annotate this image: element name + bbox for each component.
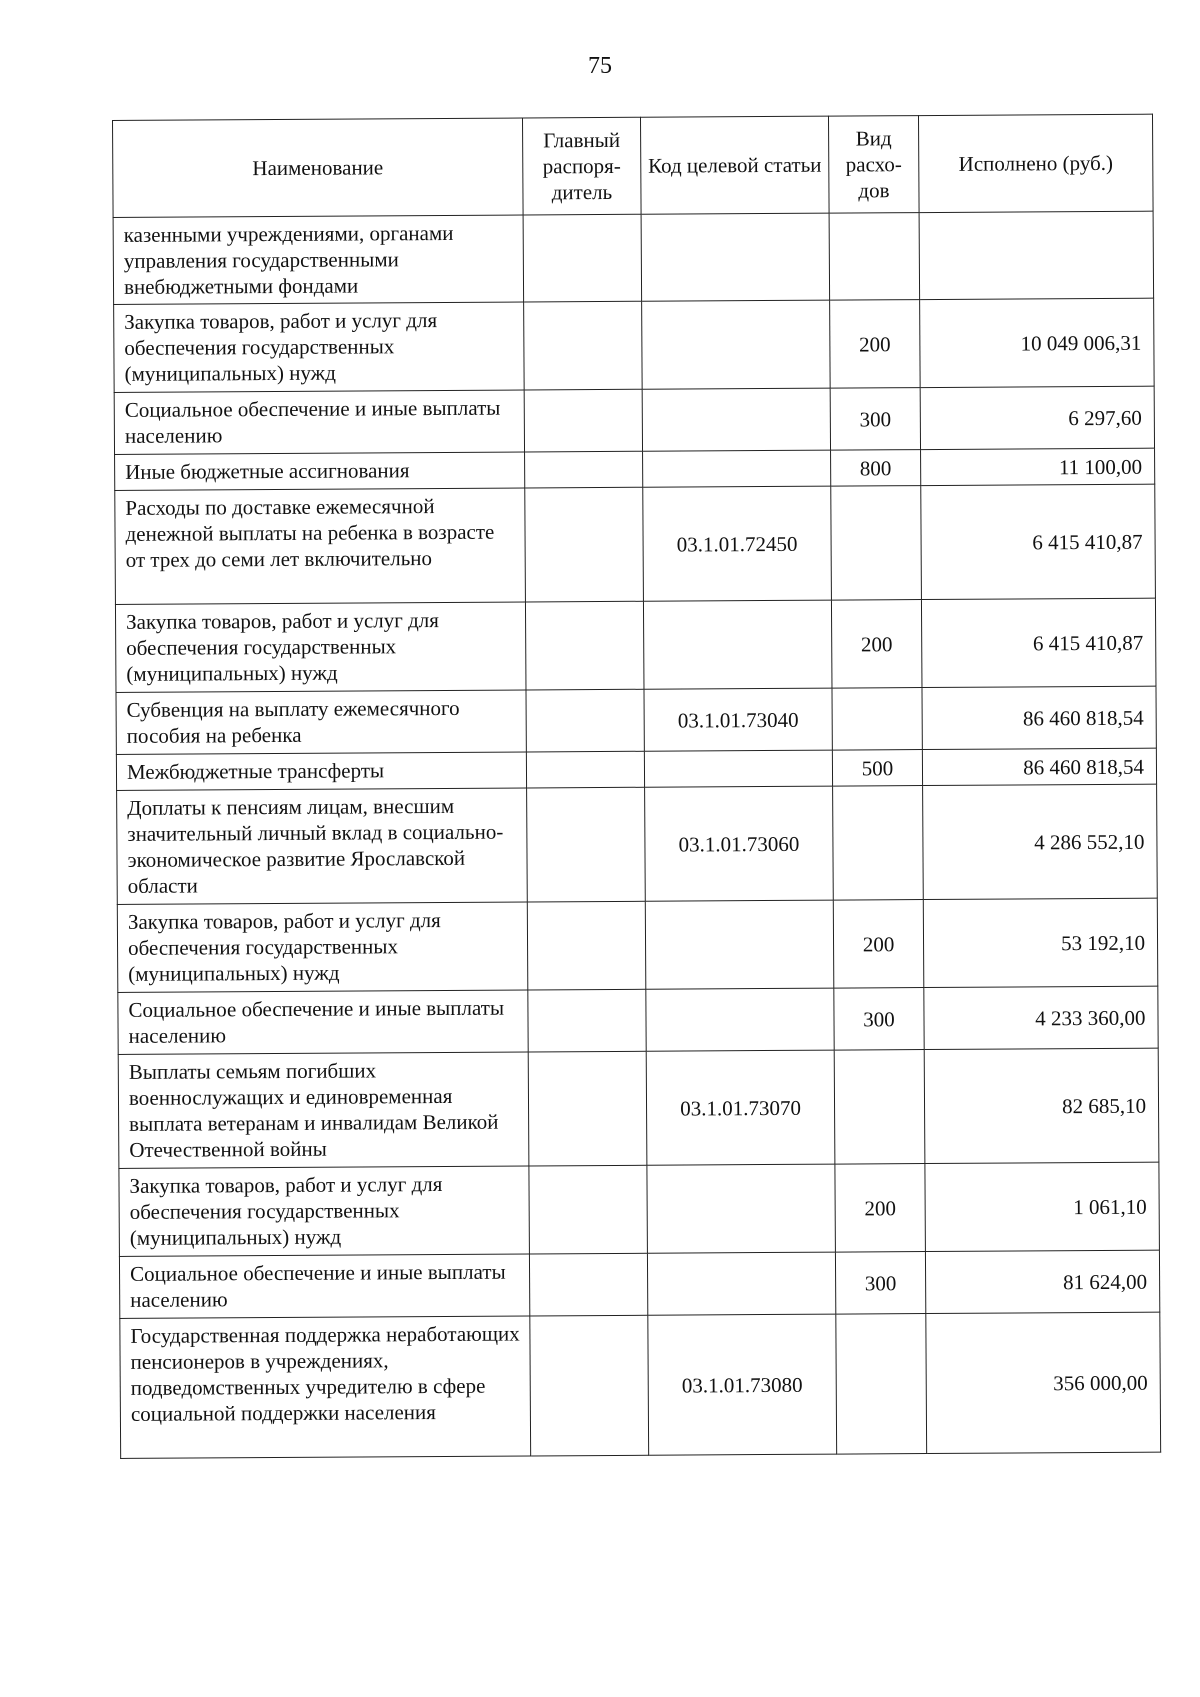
row-code: 03.1.01.73080 bbox=[648, 1314, 837, 1455]
row-manager bbox=[527, 901, 646, 990]
table-row bbox=[119, 1162, 1160, 1256]
row-code bbox=[647, 1164, 836, 1253]
row-amount bbox=[919, 211, 1154, 299]
row-name: Доплаты к пенсиям лицам, внесшим значительный личный вклад в социально-экономическое развитие Ярославской области bbox=[117, 788, 528, 905]
table-row bbox=[118, 986, 1158, 1054]
row-name: Закупка товаров, работ и услуг для обеспечения государственных (муниципальных) нужд bbox=[117, 902, 528, 993]
row-name: казенными учреждениями, органами управления государственными внебюджетными фондами bbox=[113, 215, 524, 305]
table-row bbox=[116, 686, 1156, 754]
row-amount: 86 460 818,54 bbox=[922, 748, 1156, 785]
row-manager bbox=[526, 689, 644, 752]
table-row bbox=[115, 598, 1156, 692]
row-manager bbox=[529, 1165, 648, 1254]
header-type: Вид расхо-дов bbox=[828, 116, 919, 214]
row-manager bbox=[525, 451, 643, 488]
table-row bbox=[113, 211, 1154, 304]
row-amount: 82 685,10 bbox=[924, 1048, 1159, 1163]
table-row bbox=[114, 298, 1155, 392]
row-type: 800 bbox=[831, 450, 921, 487]
row-manager bbox=[527, 787, 646, 902]
row-amount: 11 100,00 bbox=[921, 448, 1155, 485]
table-row bbox=[117, 898, 1158, 992]
row-code bbox=[643, 600, 832, 689]
table-row bbox=[120, 1312, 1161, 1458]
row-code bbox=[642, 388, 830, 451]
row-name: Иные бюджетные ассигнования bbox=[115, 452, 525, 491]
row-manager bbox=[530, 1315, 649, 1456]
row-manager bbox=[528, 1051, 647, 1166]
row-manager bbox=[523, 214, 642, 302]
row-name: Государственная поддержка неработающих пенсионеров в учреждениях, подведомственных учредителю в сфере социальной поддержки населения bbox=[120, 1316, 531, 1459]
header-code: Код целевой статьи bbox=[640, 116, 829, 214]
row-amount: 4 286 552,10 bbox=[923, 784, 1158, 899]
row-name: Межбюджетные трансферты bbox=[116, 752, 526, 791]
row-code: 03.1.01.72450 bbox=[643, 486, 832, 601]
row-amount: 1 061,10 bbox=[925, 1162, 1160, 1251]
row-type bbox=[836, 1314, 927, 1455]
row-amount: 10 049 006,31 bbox=[920, 298, 1155, 387]
table-row bbox=[119, 1250, 1159, 1318]
row-name: Закупка товаров, работ и услуг для обеспечения государственных (муниципальных) нужд bbox=[114, 302, 525, 393]
row-amount: 356 000,00 bbox=[926, 1312, 1161, 1453]
row-code: 03.1.01.73040 bbox=[644, 688, 832, 751]
table-row bbox=[118, 1048, 1159, 1168]
row-manager bbox=[529, 1253, 647, 1316]
row-type: 200 bbox=[830, 300, 921, 389]
row-name: Закупка товаров, работ и услуг для обеспечения государственных (муниципальных) нужд bbox=[115, 602, 526, 693]
row-name: Социальное обеспечение и иные выплаты населению bbox=[114, 390, 524, 455]
row-type: 200 bbox=[833, 900, 924, 989]
row-amount: 4 233 360,00 bbox=[924, 986, 1158, 1049]
header-name: Наименование bbox=[113, 118, 524, 218]
budget-table bbox=[112, 114, 1161, 1459]
row-manager bbox=[524, 389, 642, 452]
row-name: Социальное обеспечение и иные выплаты населению bbox=[119, 1254, 529, 1319]
row-type: 500 bbox=[832, 750, 922, 787]
row-type: 300 bbox=[835, 1252, 925, 1315]
row-amount: 53 192,10 bbox=[923, 898, 1158, 987]
table-header-row bbox=[113, 114, 1154, 217]
row-manager bbox=[528, 989, 646, 1052]
row-manager bbox=[525, 487, 644, 602]
row-code bbox=[645, 900, 834, 989]
row-amount: 81 624,00 bbox=[925, 1250, 1159, 1313]
row-type bbox=[831, 486, 922, 601]
row-name: Субвенция на выплату ежемесячного пособия на ребенка bbox=[116, 690, 526, 755]
row-manager bbox=[526, 751, 644, 788]
row-type bbox=[832, 688, 922, 751]
row-manager bbox=[524, 301, 643, 390]
row-code bbox=[641, 213, 830, 301]
row-name: Выплаты семьям погибших военнослужащих и единовременная выплата ветеранам и инвалидам Великой Отечественной войны bbox=[118, 1052, 529, 1169]
row-amount: 86 460 818,54 bbox=[922, 686, 1156, 749]
page-number: 75 bbox=[588, 53, 612, 79]
table-row bbox=[117, 784, 1158, 904]
row-code bbox=[642, 300, 831, 389]
row-code bbox=[647, 1252, 835, 1315]
row-code: 03.1.01.73070 bbox=[646, 1050, 835, 1165]
row-type bbox=[829, 213, 920, 301]
row-name: Расходы по доставке ежемесячной денежной выплаты на ребенка в возрасте от трех до семи лет включительно bbox=[115, 488, 526, 605]
row-type: 200 bbox=[835, 1164, 926, 1253]
row-amount: 6 297,60 bbox=[920, 386, 1154, 449]
row-amount: 6 415 410,87 bbox=[921, 598, 1156, 687]
row-type: 200 bbox=[831, 600, 922, 689]
row-code bbox=[643, 450, 831, 487]
row-manager bbox=[525, 601, 644, 690]
row-type: 300 bbox=[834, 988, 924, 1051]
row-code bbox=[644, 750, 832, 787]
row-type bbox=[834, 1050, 925, 1165]
table-row bbox=[115, 484, 1156, 604]
row-code bbox=[646, 988, 834, 1051]
row-type: 300 bbox=[830, 388, 920, 451]
row-amount: 6 415 410,87 bbox=[921, 484, 1156, 599]
header-manager: Главный распоря-дитель bbox=[522, 117, 641, 215]
row-type bbox=[833, 786, 924, 901]
row-name: Закупка товаров, работ и услуг для обеспечения государственных (муниципальных) нужд bbox=[119, 1166, 530, 1257]
row-name: Социальное обеспечение и иные выплаты населению bbox=[118, 990, 528, 1055]
table-row bbox=[114, 386, 1154, 454]
header-amount: Исполнено (руб.) bbox=[918, 114, 1153, 212]
row-code: 03.1.01.73060 bbox=[645, 786, 834, 901]
